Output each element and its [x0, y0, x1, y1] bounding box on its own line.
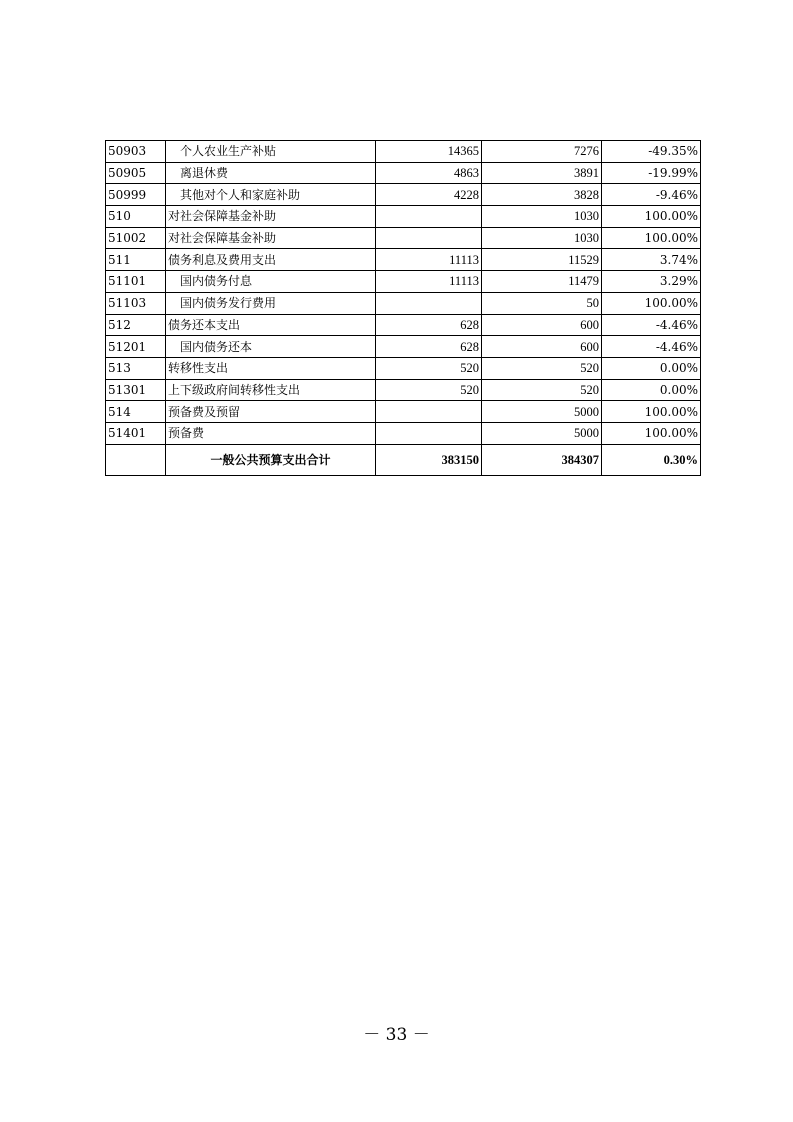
table-row: [106, 206, 701, 228]
item-name-cell: 国内债务付息: [166, 271, 376, 293]
table-row: [106, 271, 701, 293]
table-row: [106, 379, 701, 401]
prev-year-cell: [376, 401, 482, 423]
change-pct-cell: 0.00%: [602, 357, 701, 379]
code-cell: 51401: [106, 422, 166, 444]
item-name-cell: 对社会保障基金补助: [166, 206, 376, 228]
page-number: － 33 －: [363, 1025, 430, 1045]
prev-year-cell: 14365: [376, 141, 482, 163]
curr-year-cell: 3828: [482, 184, 602, 206]
item-name-cell: 其他对个人和家庭补助: [166, 184, 376, 206]
total-prev-cell: 383150: [376, 444, 482, 475]
prev-year-cell: 11113: [376, 249, 482, 271]
table-row: [106, 401, 701, 423]
item-name-cell: 预备费: [166, 422, 376, 444]
change-pct-cell: 100.00%: [602, 422, 701, 444]
curr-year-cell: 11479: [482, 271, 602, 293]
table-row: [106, 336, 701, 358]
table-row: [106, 422, 701, 444]
prev-year-cell: 4863: [376, 162, 482, 184]
curr-year-cell: 3891: [482, 162, 602, 184]
curr-year-cell: 11529: [482, 249, 602, 271]
total-curr-cell: 384307: [482, 444, 602, 475]
code-cell: 514: [106, 401, 166, 423]
curr-year-cell: 5000: [482, 401, 602, 423]
table-row: [106, 292, 701, 314]
item-name-cell: 对社会保障基金补助: [166, 227, 376, 249]
code-cell: 50903: [106, 141, 166, 163]
prev-year-cell: [376, 422, 482, 444]
table-row: [106, 162, 701, 184]
prev-year-cell: 520: [376, 357, 482, 379]
item-name-cell: 离退休费: [166, 162, 376, 184]
code-cell: 513: [106, 357, 166, 379]
table-row: [106, 141, 701, 163]
table-row: [106, 184, 701, 206]
change-pct-cell: 0.00%: [602, 379, 701, 401]
change-pct-cell: -19.99%: [602, 162, 701, 184]
code-cell: 51103: [106, 292, 166, 314]
prev-year-cell: 520: [376, 379, 482, 401]
change-pct-cell: 3.29%: [602, 271, 701, 293]
curr-year-cell: 1030: [482, 227, 602, 249]
table-row: [106, 357, 701, 379]
total-row: [106, 444, 701, 475]
item-name-cell: 债务利息及费用支出: [166, 249, 376, 271]
code-cell: 511: [106, 249, 166, 271]
prev-year-cell: 4228: [376, 184, 482, 206]
item-name-cell: 债务还本支出: [166, 314, 376, 336]
prev-year-cell: [376, 227, 482, 249]
change-pct-cell: 100.00%: [602, 206, 701, 228]
item-name-cell: 上下级政府间转移性支出: [166, 379, 376, 401]
table-row: [106, 314, 701, 336]
total-change-cell: 0.30%: [602, 444, 701, 475]
item-name-cell: 转移性支出: [166, 357, 376, 379]
curr-year-cell: 520: [482, 379, 602, 401]
total-code-cell: [106, 444, 166, 475]
change-pct-cell: -4.46%: [602, 336, 701, 358]
code-cell: 51101: [106, 271, 166, 293]
prev-year-cell: 11113: [376, 271, 482, 293]
item-name-cell: 国内债务还本: [166, 336, 376, 358]
code-cell: 51201: [106, 336, 166, 358]
curr-year-cell: 7276: [482, 141, 602, 163]
change-pct-cell: 3.74%: [602, 249, 701, 271]
curr-year-cell: 600: [482, 314, 602, 336]
change-pct-cell: -49.35%: [602, 141, 701, 163]
code-cell: 510: [106, 206, 166, 228]
item-name-cell: 个人农业生产补贴: [166, 141, 376, 163]
item-name-cell: 国内债务发行费用: [166, 292, 376, 314]
total-label-cell: 一般公共预算支出合计: [166, 444, 376, 475]
prev-year-cell: [376, 206, 482, 228]
code-cell: 512: [106, 314, 166, 336]
change-pct-cell: 100.00%: [602, 227, 701, 249]
code-cell: 51002: [106, 227, 166, 249]
curr-year-cell: 50: [482, 292, 602, 314]
code-cell: 51301: [106, 379, 166, 401]
prev-year-cell: 628: [376, 336, 482, 358]
code-cell: 50905: [106, 162, 166, 184]
budget-expenditure-table: [105, 140, 701, 476]
change-pct-cell: 100.00%: [602, 292, 701, 314]
table-body: [106, 141, 701, 476]
curr-year-cell: 1030: [482, 206, 602, 228]
table-row: [106, 249, 701, 271]
table-row: [106, 227, 701, 249]
code-cell: 50999: [106, 184, 166, 206]
curr-year-cell: 5000: [482, 422, 602, 444]
curr-year-cell: 600: [482, 336, 602, 358]
prev-year-cell: 628: [376, 314, 482, 336]
change-pct-cell: 100.00%: [602, 401, 701, 423]
curr-year-cell: 520: [482, 357, 602, 379]
change-pct-cell: -9.46%: [602, 184, 701, 206]
prev-year-cell: [376, 292, 482, 314]
change-pct-cell: -4.46%: [602, 314, 701, 336]
item-name-cell: 预备费及预留: [166, 401, 376, 423]
